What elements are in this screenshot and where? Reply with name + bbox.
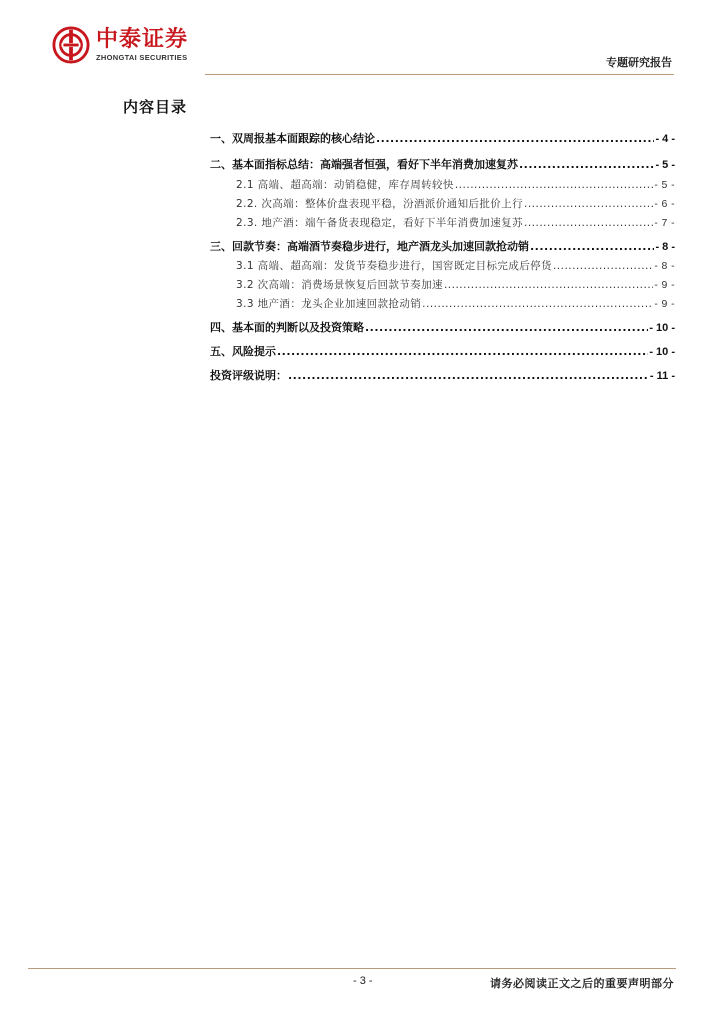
toc-entry-page: - 9 - <box>654 298 675 310</box>
toc-entry-page: - 9 - <box>654 279 675 291</box>
toc-entry[interactable] <box>210 130 675 146</box>
toc-subentry[interactable] <box>236 276 675 292</box>
toc-entry-title: 投资评级说明： <box>210 369 287 382</box>
toc-subentry[interactable] <box>236 295 675 311</box>
toc-entry-page: - 10 - <box>649 346 675 358</box>
toc-entry[interactable] <box>210 367 675 383</box>
toc-entry-page: - 5 - <box>655 159 675 171</box>
company-logo <box>52 26 188 64</box>
toc-leader-dots <box>530 240 654 254</box>
toc-leader-dots <box>524 197 653 211</box>
toc-entry[interactable] <box>210 238 675 254</box>
toc-entry-page: - 4 - <box>655 133 675 145</box>
toc-subentry[interactable] <box>236 214 675 230</box>
footer-divider <box>28 968 676 969</box>
toc-entry-page: - 8 - <box>655 241 675 253</box>
toc-leader-dots <box>553 259 653 273</box>
toc-entry-page: - 11 - <box>649 370 675 382</box>
toc-leader-dots <box>288 369 649 383</box>
toc-entry-title: 一、双周报基本面跟踪的核心结论 <box>210 132 375 145</box>
toc-subentry[interactable] <box>236 176 675 192</box>
toc-leader-dots <box>365 321 648 335</box>
page-header <box>0 0 724 80</box>
toc-entry-page: - 7 - <box>654 217 675 229</box>
toc-title: 内容目录 <box>123 98 188 116</box>
toc-subentry[interactable] <box>236 257 675 273</box>
toc-leader-dots <box>422 297 653 311</box>
toc-leader-dots <box>277 345 648 359</box>
report-type-label: 专题研究报告 <box>606 56 672 69</box>
toc-entry-title: 三、回款节奏：高端酒节奏稳步进行，地产酒龙头加速回款抢动销 <box>210 240 529 253</box>
toc-subentry[interactable] <box>236 195 675 211</box>
toc-entry-page: - 5 - <box>654 179 675 191</box>
toc-leader-dots <box>376 132 654 146</box>
toc-leader-dots <box>444 278 653 292</box>
toc-entry-title: 3.3 地产酒：龙头企业加速回款抢动销 <box>236 298 422 310</box>
toc-leader-dots <box>455 178 653 192</box>
header-divider <box>205 74 674 75</box>
footer-disclaimer: 请务必阅读正文之后的重要声明部分 <box>490 977 674 990</box>
toc-entry-page: - 8 - <box>654 260 675 272</box>
logo-english-name: ZHONGTAI SECURITIES <box>96 53 188 62</box>
toc-entry[interactable] <box>210 343 675 359</box>
logo-wordmark <box>96 28 188 62</box>
toc-leader-dots <box>524 216 653 230</box>
toc-entry[interactable] <box>210 156 675 172</box>
toc-entry-title: 2.2. 次高端：整体价盘表现平稳，汾酒派价通知后批价上行 <box>236 198 523 210</box>
toc-entry-title: 3.2 次高端：消费场景恢复后回款节奏加速 <box>236 279 443 291</box>
zhongtai-logo-icon <box>52 26 90 64</box>
toc-entry-page: - 10 - <box>649 322 675 334</box>
toc-entry-title: 2.1 高端、超高端：动销稳健，库存周转较快 <box>236 179 454 191</box>
toc-entry-title: 二、基本面指标总结：高端强者恒强，看好下半年消费加速复苏 <box>210 158 518 171</box>
toc-entry-title: 2.3. 地产酒：端午备货表现稳定，看好下半年消费加速复苏 <box>236 217 523 229</box>
toc-entry-page: - 6 - <box>654 198 675 210</box>
toc-entry[interactable] <box>210 319 675 335</box>
toc-entry-title: 五、风险提示 <box>210 345 276 358</box>
toc-leader-dots <box>519 158 654 172</box>
toc-entry-title: 3.1 高端、超高端：发货节奏稳步进行，国窖既定目标完成后停货 <box>236 260 552 272</box>
toc-entry-title: 四、基本面的判断以及投资策略 <box>210 321 364 334</box>
page-number: - 3 - <box>353 975 373 987</box>
logo-chinese-name: 中泰证券 <box>96 27 189 52</box>
